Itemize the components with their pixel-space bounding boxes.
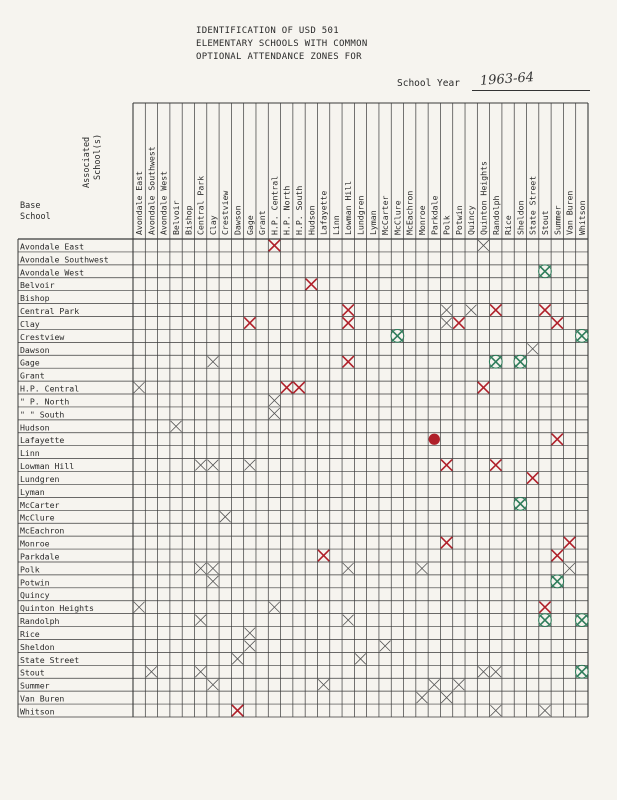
zone-mark: [343, 357, 353, 367]
zone-mark: [294, 382, 304, 392]
zone-mark: [355, 654, 365, 664]
zone-mark: [539, 614, 552, 627]
column-header: Avondale East: [134, 170, 145, 235]
row-label: Hudson: [20, 422, 50, 433]
zone-mark: [575, 665, 588, 678]
zone-mark: [195, 563, 205, 573]
zone-mark: [491, 460, 501, 470]
zone-mark: [540, 305, 550, 315]
zone-mark: [489, 355, 502, 368]
zone-mark: [171, 421, 181, 431]
zone-mark: [269, 408, 279, 418]
column-header: H.P. Central: [269, 175, 280, 235]
row-label: Dawson: [20, 344, 50, 355]
column-header: H.P. North: [281, 185, 292, 235]
zone-mark: [208, 460, 218, 470]
row-label: Crestview: [20, 331, 65, 342]
zone-mark: [478, 240, 488, 250]
zone-mark: [552, 434, 562, 444]
zone-mark: [318, 550, 328, 560]
row-label: Belvoir: [20, 280, 55, 291]
zone-mark: [208, 680, 218, 690]
associated-label-line1: Associated: [82, 136, 92, 188]
zone-mark: [441, 305, 451, 315]
column-header: Van Buren: [564, 190, 575, 235]
row-label: Avondale Southwest: [20, 254, 109, 265]
row-label: Quinton Heights: [20, 603, 94, 614]
row-label: Lafayette: [20, 435, 65, 446]
zone-mark: [491, 305, 501, 315]
row-label: McCarter: [20, 499, 60, 510]
row-label: Randolph: [20, 616, 60, 627]
row-label: Clay: [20, 318, 40, 329]
zone-mark: [417, 563, 427, 573]
zone-mark: [208, 357, 218, 367]
column-header: McEachron: [404, 190, 415, 235]
row-label: Sheldon: [20, 641, 55, 652]
column-header: Crestview: [220, 190, 231, 235]
row-label: Polk: [20, 564, 40, 575]
column-header: Quincy: [466, 205, 477, 235]
column-header: Linn: [330, 215, 341, 235]
column-header: Grant: [257, 210, 268, 235]
column-header: Polk: [441, 215, 452, 235]
row-label: Potwin: [20, 577, 50, 588]
zone-mark: [195, 667, 205, 677]
zone-mark: [245, 318, 255, 328]
column-header: Quinton Heights: [478, 161, 489, 235]
base-label-line2: School: [20, 212, 51, 222]
zone-mark: [539, 265, 552, 278]
zone-mark: [527, 473, 537, 483]
column-header: Central Park: [195, 175, 206, 235]
title-line-1: IDENTIFICATION OF USD 501: [196, 26, 339, 36]
zone-mark: [380, 641, 390, 651]
row-label: " " South: [20, 409, 65, 420]
zone-mark: [491, 705, 501, 715]
zone-mark: [343, 305, 353, 315]
column-header: Lowman Hill: [343, 180, 354, 235]
column-header: Randolph: [490, 195, 501, 235]
zone-mark: [552, 318, 562, 328]
zone-mark: [146, 667, 156, 677]
zone-mark: [540, 602, 550, 612]
zone-mark: [269, 395, 279, 405]
column-header: Parkdale: [429, 195, 440, 235]
column-header: Rice: [503, 215, 514, 235]
row-label: Parkdale: [20, 551, 60, 562]
zone-mark: [208, 576, 218, 586]
column-header: Dawson: [232, 205, 243, 235]
row-label: Lowman Hill: [20, 461, 75, 472]
zone-mark: [245, 460, 255, 470]
zone-mark: [245, 641, 255, 651]
column-header: Clay: [207, 215, 218, 235]
zone-mark: [454, 318, 464, 328]
base-label-line1: Base: [20, 201, 41, 211]
row-label: Rice: [20, 628, 40, 639]
zone-mark: [417, 692, 427, 702]
zone-mark: [527, 344, 537, 354]
zone-mark: [134, 602, 144, 612]
zone-mark: [195, 460, 205, 470]
row-label: Gage: [20, 357, 40, 368]
zone-mark: [441, 537, 451, 547]
row-label: Lundgren: [20, 473, 60, 484]
column-header: H.P. South: [294, 185, 305, 235]
zone-mark: [232, 705, 242, 715]
row-label: Bishop: [20, 293, 50, 304]
zone-mark: [429, 434, 440, 445]
zone-mark: [343, 318, 353, 328]
zone-mark: [454, 680, 464, 690]
row-label: Grant: [20, 370, 45, 381]
zone-mark: [208, 563, 218, 573]
zone-mark: [269, 240, 279, 250]
school-year-value: 1963-64: [479, 70, 535, 89]
row-label: Central Park: [20, 306, 80, 317]
zone-mark: [245, 628, 255, 638]
row-label: Lyman: [20, 486, 45, 497]
row-label: Stout: [20, 667, 45, 678]
column-header: McClure: [392, 200, 403, 235]
zone-mark: [441, 318, 451, 328]
zone-mark: [391, 330, 404, 343]
zone-mark: [195, 615, 205, 625]
zone-mark: [514, 497, 527, 510]
row-label: Summer: [20, 680, 50, 691]
column-header: Stout: [539, 210, 550, 235]
column-header: State Street: [527, 175, 538, 235]
zone-mark: [343, 615, 353, 625]
row-label: State Street: [20, 654, 80, 665]
zone-mark: [540, 705, 550, 715]
row-label: Van Buren: [20, 693, 65, 704]
title-line-3: OPTIONAL ATTENDANCE ZONES FOR: [196, 52, 362, 62]
zone-mark: [429, 680, 439, 690]
title-line-2: ELEMENTARY SCHOOLS WITH COMMON: [196, 39, 368, 49]
row-label: Quincy: [20, 590, 50, 601]
zone-mark: [134, 382, 144, 392]
zone-mark: [318, 680, 328, 690]
associated-label-line2: School(s): [93, 133, 103, 180]
column-header: Lyman: [367, 210, 378, 235]
column-header: Gage: [244, 215, 255, 235]
zone-mark: [514, 355, 527, 368]
column-header: Monroe: [416, 205, 427, 235]
zone-mark: [441, 460, 451, 470]
zone-mark: [575, 614, 588, 627]
zone-mark: [575, 330, 588, 343]
row-label: McClure: [20, 512, 55, 523]
row-label: H.P. Central: [20, 383, 80, 394]
column-header: Lafayette: [318, 190, 329, 235]
column-header: Sheldon: [515, 200, 526, 235]
zone-mark: [478, 667, 488, 677]
zone-mark: [491, 667, 501, 677]
row-label: Avondale East: [20, 241, 85, 252]
zone-mark: [564, 563, 574, 573]
zone-mark: [232, 654, 242, 664]
column-header: Hudson: [306, 205, 317, 235]
column-header: Potwin: [453, 205, 464, 235]
column-header: Lundgren: [355, 195, 366, 235]
school-year-label: School Year: [397, 78, 460, 89]
column-header: Belvoir: [171, 200, 182, 235]
zone-mark: [441, 692, 451, 702]
column-header: Summer: [552, 205, 563, 235]
zone-mark: [478, 382, 488, 392]
zone-mark: [466, 305, 476, 315]
row-label: " P. North: [20, 396, 70, 407]
zone-mark: [269, 602, 279, 612]
row-label: Linn: [20, 448, 40, 459]
column-header: Avondale West: [158, 170, 169, 235]
zone-mark: [220, 512, 230, 522]
row-label: Whitson: [20, 706, 55, 717]
zone-mark: [306, 279, 316, 289]
row-label: McEachron: [20, 525, 65, 536]
column-header: Bishop: [183, 205, 194, 235]
row-label: Avondale West: [20, 267, 85, 278]
zone-mark: [564, 537, 574, 547]
zone-mark: [551, 575, 564, 588]
row-label: Monroe: [20, 538, 50, 549]
column-header: McCarter: [380, 195, 391, 235]
zone-mark: [552, 550, 562, 560]
zone-mark: [282, 382, 292, 392]
column-header: Avondale Southwest: [146, 146, 157, 235]
column-header: Whitson: [576, 200, 587, 235]
zone-mark: [343, 563, 353, 573]
